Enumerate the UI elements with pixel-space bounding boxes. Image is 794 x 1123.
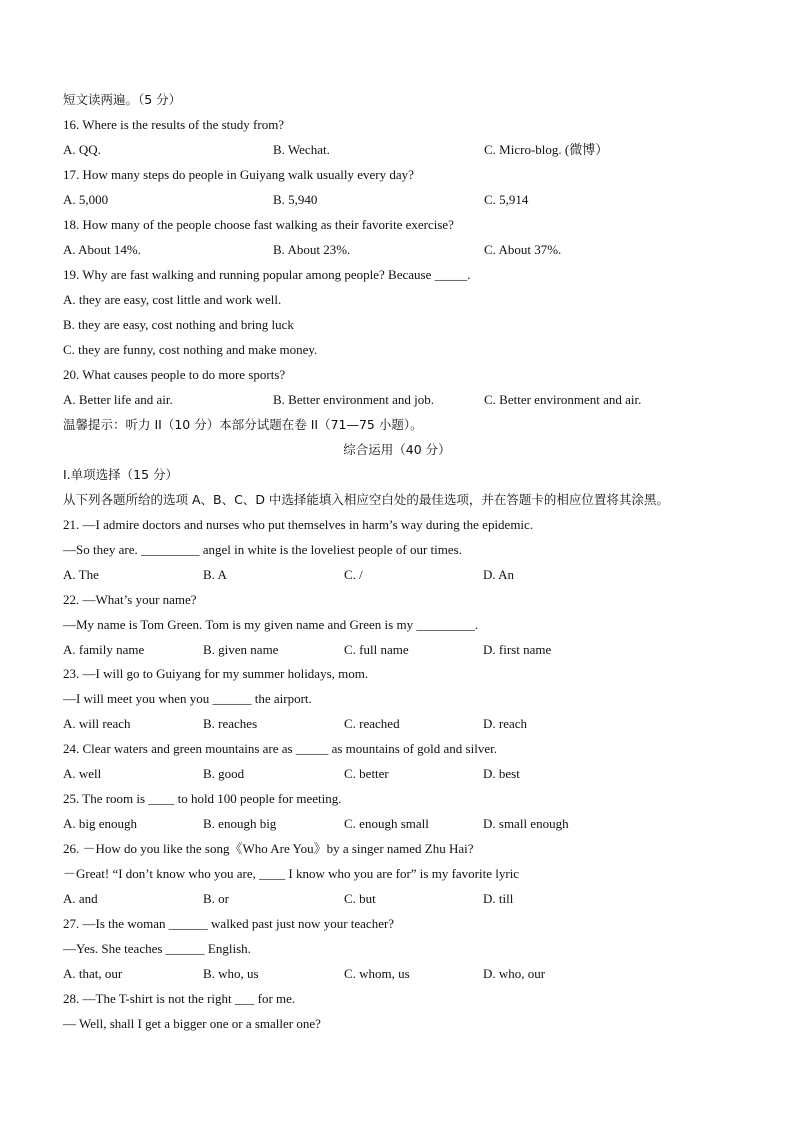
option-c: C. full name	[344, 642, 409, 657]
option-a: A. will reach	[63, 716, 131, 731]
option-d: D. till	[483, 891, 514, 906]
option-a: A. About 14%.	[63, 242, 141, 257]
option-d: D. An	[483, 567, 515, 582]
option-b: B. given name	[203, 642, 279, 657]
option-c: C. but	[344, 891, 376, 906]
question-16-stem: 16. Where is the results of the study from?	[63, 117, 285, 132]
question-17-stem: 17. How many steps do people in Guiyang walk usually every day?	[63, 167, 414, 182]
option-c: C. better	[344, 766, 389, 781]
option-a: A. The	[63, 567, 99, 582]
listening-intro: 短文读两遍。（5 分）	[63, 92, 182, 107]
option-a: A. 5,000	[63, 192, 109, 207]
question-27-line-1: 27. —Is the woman ______ walked past just now your teacher?	[63, 916, 395, 931]
question-25-line-1: 25. The room is ____ to hold 100 people for meeting.	[63, 791, 342, 806]
question-23-line-2: —I will meet you when you ______ the airport.	[63, 691, 312, 706]
option-b: B. good	[203, 766, 245, 781]
question-23-line-1: 23. —I will go to Guiyang for my summer holidays, mom.	[63, 666, 369, 681]
question-28-line-1: 28. —The T-shirt is not the right ___ for me.	[63, 991, 296, 1006]
option-a: A. and	[63, 891, 98, 906]
option-a: A. that, our	[63, 966, 123, 981]
question-23-options	[63, 714, 763, 734]
option-a: A. they are easy, cost little and work well.	[63, 292, 282, 307]
option-a: A. family name	[63, 642, 145, 657]
section-title: 综合运用（40 分）	[343, 442, 451, 457]
listening-tip: 温馨提示：听力 II（10 分）本部分试题在卷 II（71—75 小题）。	[63, 417, 423, 432]
option-a: A. Better life and air.	[63, 392, 173, 407]
option-a: A. well	[63, 766, 102, 781]
option-c: C. 5,914	[484, 192, 529, 207]
option-c: C. About 37%.	[484, 242, 562, 257]
question-24-options	[63, 764, 763, 784]
question-16-options	[63, 140, 763, 160]
question-25-options	[63, 814, 763, 834]
option-b: B. 5,940	[273, 192, 318, 207]
option-b: B. who, us	[203, 966, 259, 981]
option-b: B. they are easy, cost nothing and bring luck	[63, 317, 294, 332]
option-a: A. QQ.	[63, 142, 101, 157]
option-d: D. who, our	[483, 966, 546, 981]
question-26-options	[63, 889, 763, 909]
option-b: B. or	[203, 891, 229, 906]
option-c: C. /	[344, 567, 363, 582]
question-18-options	[63, 240, 763, 260]
question-27-options	[63, 964, 763, 984]
option-c: C. whom, us	[344, 966, 410, 981]
option-b: B. reaches	[203, 716, 258, 731]
question-20-options	[63, 390, 763, 410]
question-24-line-1: 24. Clear waters and green mountains are as _____ as mountains of gold and silver.	[63, 741, 497, 756]
option-d: D. best	[483, 766, 520, 781]
option-c: C. enough small	[344, 816, 429, 831]
option-a: A. big enough	[63, 816, 138, 831]
question-18-stem: 18. How many of the people choose fast walking as their favorite exercise?	[63, 217, 454, 232]
question-21-line-2: —So they are. _________ angel in white is the loveliest people of our times.	[63, 542, 462, 557]
option-c: C. reached	[344, 716, 400, 731]
question-19-stem: 19. Why are fast walking and running popular among people? Because _____.	[63, 267, 471, 282]
question-20-stem: 20. What causes people to do more sports?	[63, 367, 286, 382]
option-b: B. About 23%.	[273, 242, 351, 257]
option-b: B. Wechat.	[273, 142, 330, 157]
question-22-options	[63, 640, 763, 660]
option-b: B. Better environment and job.	[273, 392, 435, 407]
option-d: D. reach	[483, 716, 528, 731]
option-b: B. enough big	[203, 816, 277, 831]
question-26-line-2: －Great! “I don’t know who you are, ____ I know who you are for” is my favorite lyric	[63, 866, 520, 881]
instructions: 从下列各题所给的选项 A、B、C、D 中选择能填入相应空白处的最佳选项，并在答题卡的相应位置将其涂黑。	[63, 492, 669, 507]
option-b: B. A	[203, 567, 227, 582]
option-c: C. Micro-blog. (微博）	[484, 142, 609, 157]
option-d: D. first name	[483, 642, 552, 657]
option-d: D. small enough	[483, 816, 569, 831]
question-22-line-1: 22. —What’s your name?	[63, 592, 197, 607]
question-21-options	[63, 565, 763, 585]
option-c: C. they are funny, cost nothing and make money.	[63, 342, 318, 357]
question-28-line-2: — Well, shall I get a bigger one or a smaller one?	[63, 1016, 321, 1031]
question-17-options	[63, 190, 763, 210]
question-21-line-1: 21. —I admire doctors and nurses who put themselves in harm’s way during the epidemic.	[63, 517, 534, 532]
question-26-line-1: 26. －How do you like the song《Who Are You》by a singer named Zhu Hai?	[63, 841, 474, 856]
question-27-line-2: —Yes. She teaches ______ English.	[63, 941, 251, 956]
option-c: C. Better environment and air.	[484, 392, 642, 407]
question-22-line-2: —My name is Tom Green. Tom is my given name and Green is my _________.	[63, 617, 479, 632]
part-title: Ⅰ.单项选择（15 分）	[63, 467, 179, 482]
